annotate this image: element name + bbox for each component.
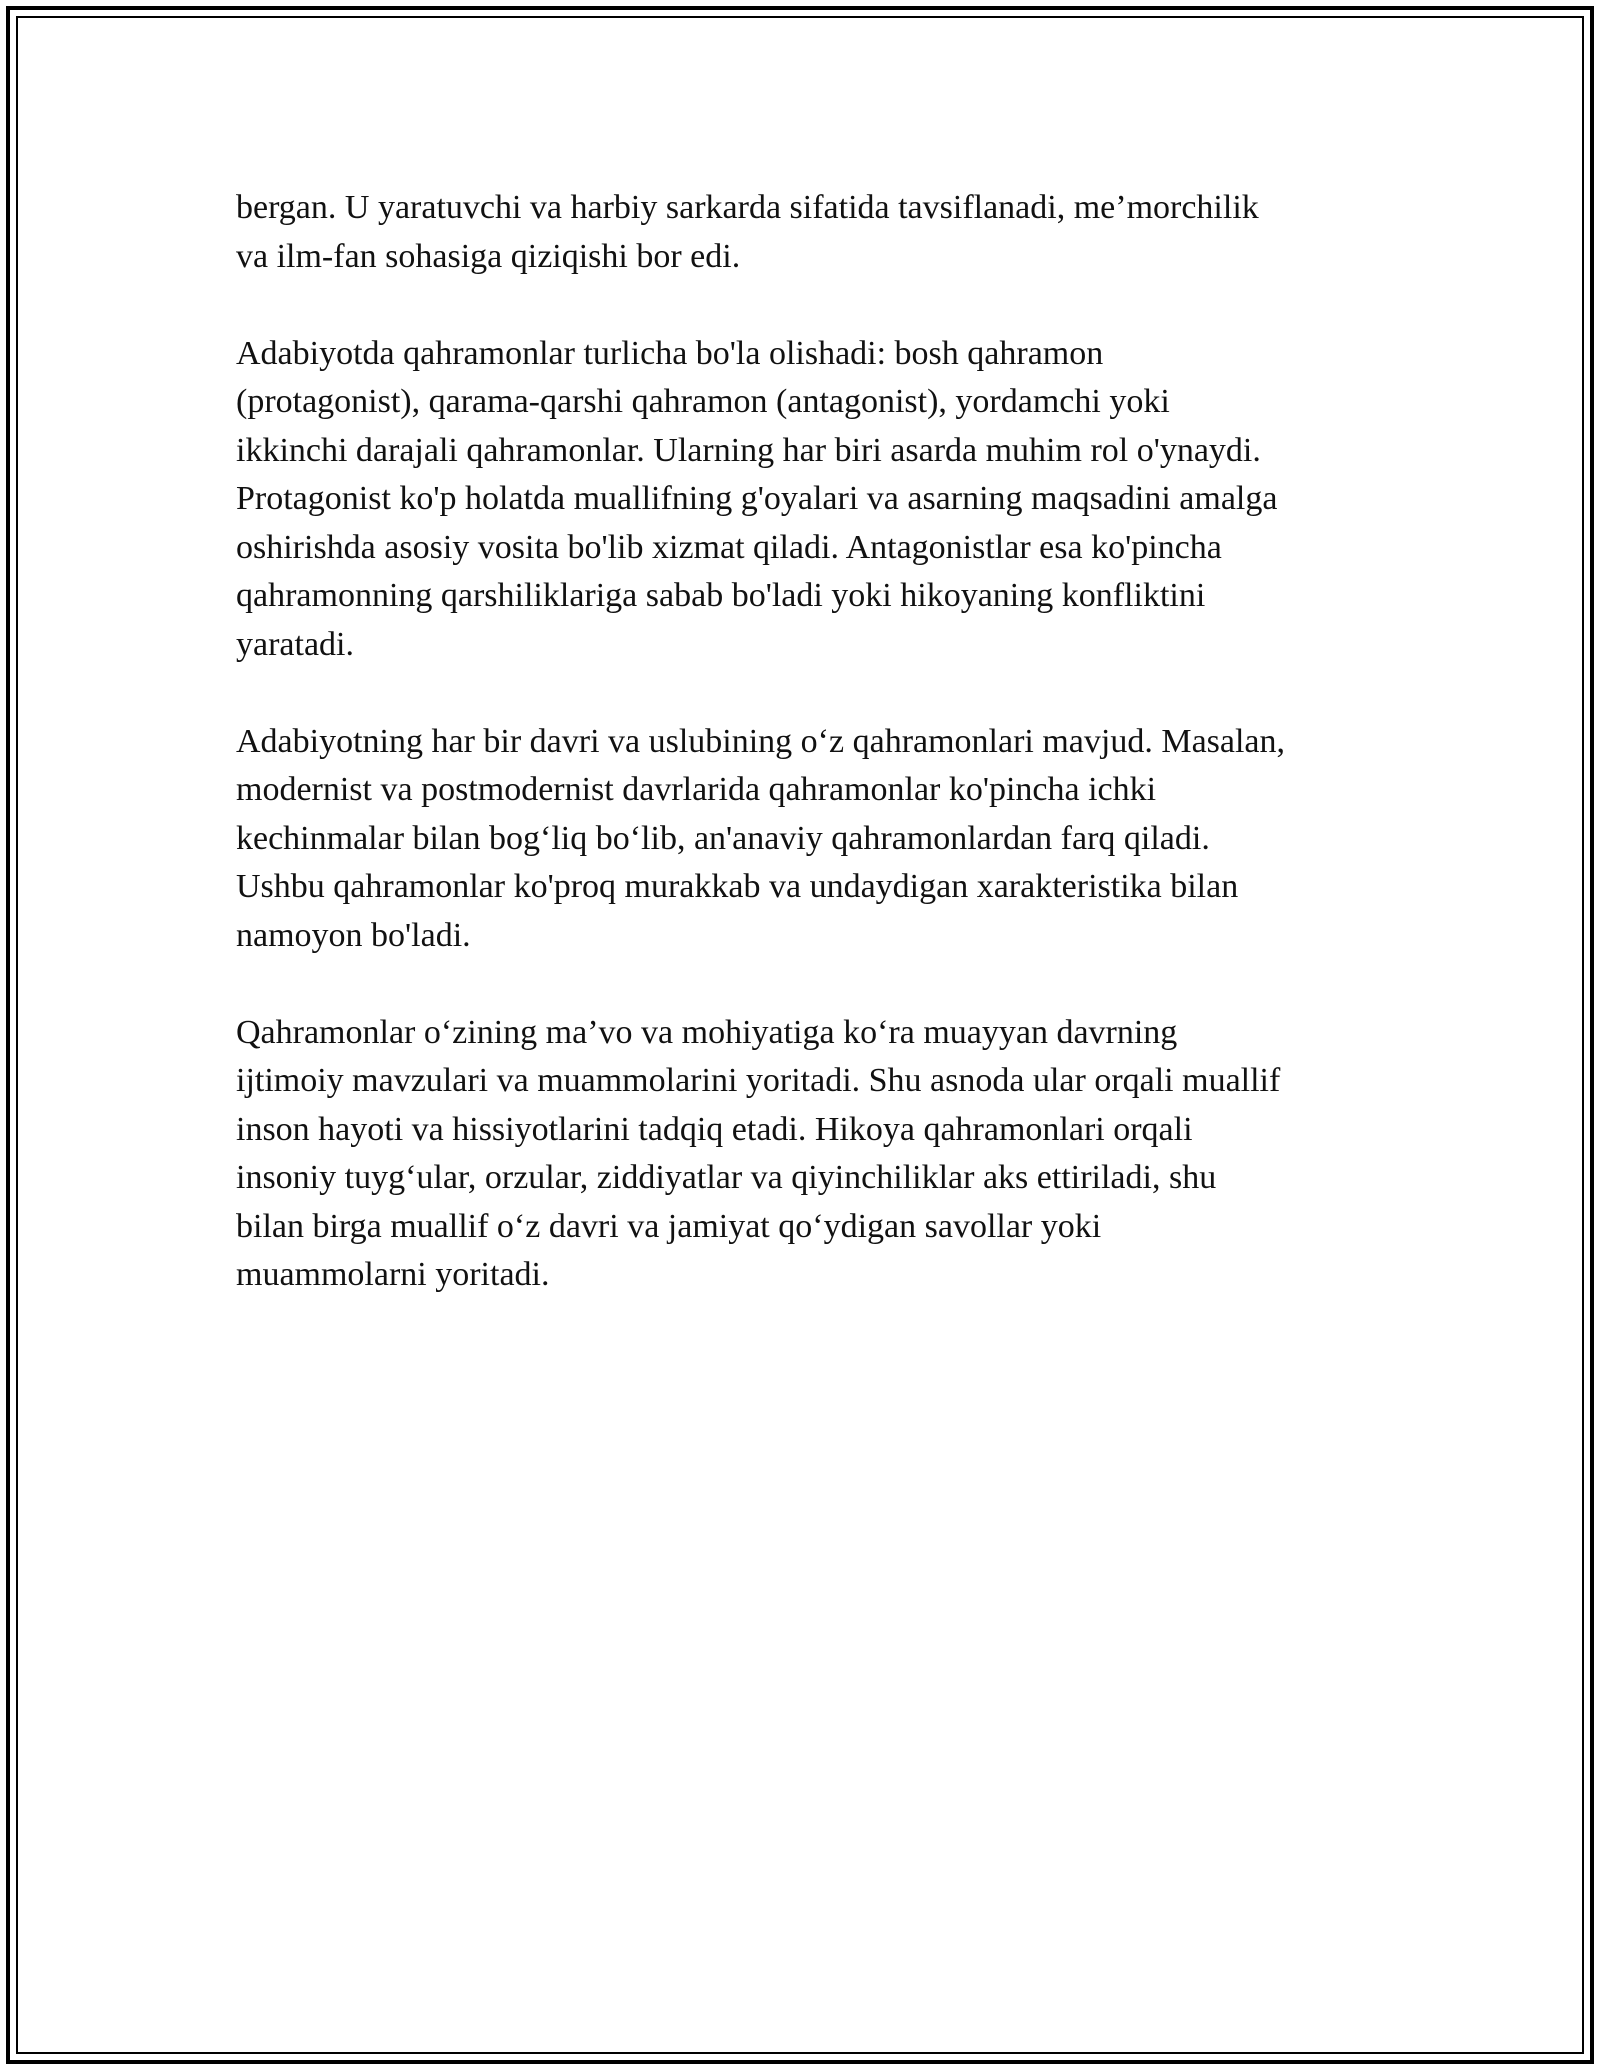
paragraph-2: Adabiyotda qahramonlar turlicha bo'la olishadi: bosh qahramon (protagonist), qarama-qarshi qahramon (antagonist), yordamchi yoki ikkinchi darajali qahramonlar. Ularning har biri asarda muhim rol o'ynaydi. Protagonist ko'p holatda muallifning g'oyalari va asarning maqsadini amalga oshirishda asosiy vosita bo'lib xizmat qiladi. Antagonistlar esa ko'pincha qahramonning qarshiliklariga sabab bo'ladi yoki hikoyaning konfliktini yaratadi. [236,334,1278,663]
paragraph-1: bergan. U yaratuvchi va harbiy sarkarda sifatida tavsiflanadi, me’morchilik va ilm-fan sohasiga qiziqishi bor edi. [236,189,1259,275]
paragraph-3: Adabiyotning har bir davri va uslubining o‘z qahramonlari mavjud. Masalan, modernist va postmodernist davrlarida qahramonlar ko'pincha ichki kechinmalar bilan bog‘liq bo‘lib, an'anaviy qahramonlardan farq qiladi. Ushbu qahramonlar ko'proq murakkab va undaydigan xarakteristika bilan namoyon bo'ladi. [236,722,1286,954]
document-body [236,184,1376,1348]
paragraph-4: Qahramonlar o‘zining ma’vo va mohiyatiga ko‘ra muayyan davrning ijtimoiy mavzulari va muammolarini yoritadi. Shu asnoda ular orqali muallif inson hayoti va hissiyotlarini tadqiq etadi. Hikoya qahramonlari orqali insoniy tuyg‘ular, orzular, ziddiyatlar va qiyinchiliklar aks ettiriladi, shu bilan birga muallif o‘z davri va jamiyat qo‘ydigan savollar yoki muammolarni yoritadi. [236,1013,1281,1293]
